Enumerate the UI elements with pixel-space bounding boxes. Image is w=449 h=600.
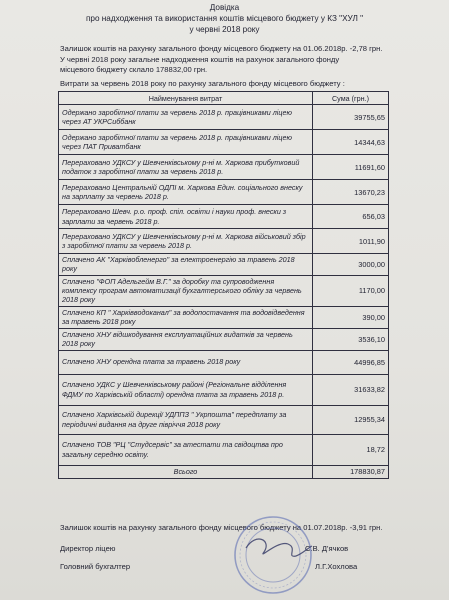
official-stamp: [228, 510, 318, 600]
expense-sum: 656,03: [313, 205, 389, 229]
expenses-table: [58, 91, 389, 479]
table-row: [59, 254, 389, 276]
expense-name: Сплачено "ФОП Адельгейм В.Г." за доробку та супроводження комплексу програм автоматизації бухгалтерського обліку за червень 2018 року: [59, 275, 313, 306]
table-row: [59, 180, 389, 205]
income-line-2: місцевого бюджету склало 178832,00 грн.: [60, 65, 208, 74]
total-sum: 178830,87: [313, 465, 389, 478]
document-title: Довідка: [209, 3, 240, 12]
table-row: [59, 130, 389, 155]
expense-sum: 18,72: [313, 434, 389, 465]
table-row: [59, 405, 389, 434]
table-row: [59, 155, 389, 180]
column-header-sum: Сума (грн.): [313, 92, 389, 105]
expense-sum: 11691,60: [313, 155, 389, 180]
table-row: [59, 275, 389, 306]
expense-name: Сплачено КП " Харківводоканал" за водопостачання та водовідведення за травень 2018 року: [59, 306, 313, 328]
expense-name: Сплачено Харківській дирекції УДППЗ " Укрпошта" передплату за періодичні видання на друге півріччя 2018 року: [59, 405, 313, 434]
director-name: С.В. Д'ячков: [305, 544, 349, 553]
opening-balance: Залишок коштів на рахунку загального фонду місцевого бюджету на 01.06.2018р. -2,78 грн.: [60, 44, 383, 53]
table-row: [59, 306, 389, 328]
accountant-title: Головний бухгалтер: [60, 562, 131, 571]
expenses-intro: Витрати за червень 2018 року по рахунку загального фонду місцевого бюджету :: [60, 79, 345, 88]
expense-name: Перераховано Шевч. р.о. проф. спіл. освіти і науки проф. внески з зарплати за червень 2018 р.: [59, 205, 313, 229]
expense-sum: 12955,34: [313, 405, 389, 434]
expense-name: Сплачено ТОВ "РЦ "Студсервіс" за атестати та свідоцтва про загальну середню освіту.: [59, 434, 313, 465]
table-row: [59, 350, 389, 374]
table-row: [59, 374, 389, 405]
table-header-row: [59, 92, 389, 105]
total-row: [59, 465, 389, 478]
expense-sum: 13670,23: [313, 180, 389, 205]
table-row: [59, 328, 389, 350]
director-title: Директор ліцею: [60, 544, 116, 553]
table-row: [59, 434, 389, 465]
expense-sum: 3000,00: [313, 254, 389, 276]
expense-sum: 3536,10: [313, 328, 389, 350]
expense-name: Сплачено ХНУ відшкодування експлуатаційних видатків за червень 2018 року: [59, 328, 313, 350]
expense-name: Перераховано УДКСУ у Шевченківському р-ні м. Харкова прибутковий податок з заробітної плати за червень 2018 р.: [59, 155, 313, 180]
expense-name: Сплачено АК "Харківобленерго" за електроенергію за травень 2018 року: [59, 254, 313, 276]
expense-name: Перераховано УДКСУ у Шевченківському р-ні м. Харкова військовий збір з заробітної плати за червень 2018 р.: [59, 229, 313, 254]
document-period: у червні 2018 року: [189, 25, 260, 34]
expense-name: Одержано заробітної плати за червень 2018 р. працівниками ліцею через АТ УКРСиббанк: [59, 105, 313, 130]
expense-sum: 31633,82: [313, 374, 389, 405]
closing-balance: Залишок коштів на рахунку загального фонду місцевого бюджету на 01.07.2018р. -3,91 грн.: [60, 523, 383, 532]
expense-sum: 390,00: [313, 306, 389, 328]
expense-sum: 1011,90: [313, 229, 389, 254]
expense-name: Сплачено УДКС у Шевченківському районі (Регіональне відділення ФДМУ по Харківській області) орендна плата за травень 2018 р.: [59, 374, 313, 405]
column-header-name: Найменування витрат: [59, 92, 313, 105]
table-row: [59, 205, 389, 229]
expense-name: Одержано заробітної плати за червень 2018 р. працівниками ліцею через ПАТ Приватбанк: [59, 130, 313, 155]
expense-sum: 44996,85: [313, 350, 389, 374]
accountant-name: Л.Г.Хохлова: [315, 562, 358, 571]
expense-sum: 1170,00: [313, 275, 389, 306]
document-subtitle: про надходження та використання коштів місцевого бюджету у КЗ "ХУЛ ": [85, 14, 364, 23]
expense-name: Сплачено ХНУ орендна плата за травень 2018 року: [59, 350, 313, 374]
expense-name: Перераховано Центральній ОДПІ м. Харкова Един. соціального внеску на зарплату за червень 2018 р.: [59, 180, 313, 205]
income-line-1: У червні 2018 року загальне надходження коштів на рахунок загального фонду: [60, 55, 340, 64]
table-row: [59, 105, 389, 130]
table-row: [59, 229, 389, 254]
expense-sum: 39755,65: [313, 105, 389, 130]
signature-mark: [246, 539, 312, 556]
expense-sum: 14344,63: [313, 130, 389, 155]
total-label: Всього: [59, 465, 313, 478]
